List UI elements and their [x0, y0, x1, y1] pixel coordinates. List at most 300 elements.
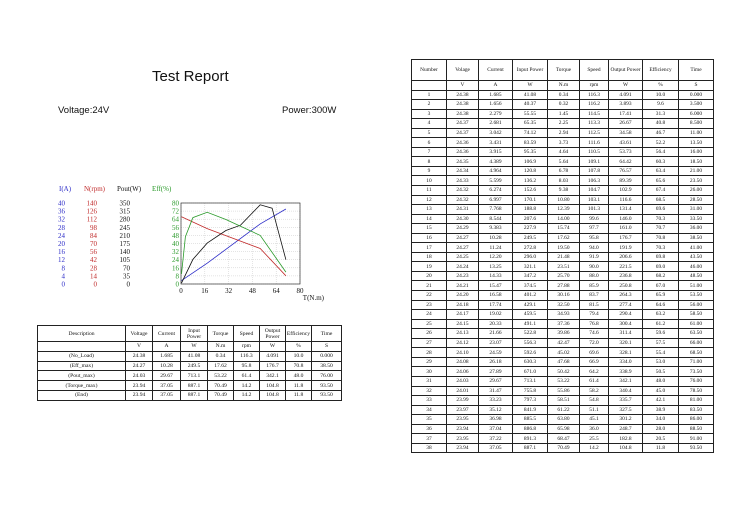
data-cell: 74.6	[580, 329, 609, 339]
data-row	[412, 224, 714, 234]
data-cell: 311.4	[609, 329, 643, 339]
legend-label: N(rpm)	[84, 185, 105, 193]
data-cell: 83.59	[513, 138, 548, 148]
scale-tick-speed: 126	[86, 207, 97, 216]
data-row	[412, 348, 714, 358]
data-cell: 136.2	[513, 176, 548, 186]
data-cell: 248.7	[609, 424, 643, 434]
summary-header-cell: Input Power	[181, 326, 208, 342]
data-row	[412, 205, 714, 215]
summary-unit-cell: N.m	[208, 342, 234, 352]
data-cell: 24.32	[447, 186, 479, 196]
data-cell: 116.6	[609, 195, 643, 205]
data-cell: 301.2	[609, 415, 643, 425]
data-cell: 321.1	[513, 262, 548, 272]
scale-tick-pout: 245	[119, 223, 130, 232]
data-cell: 3.915	[479, 147, 513, 157]
summary-header-cell: Efficiency	[286, 326, 312, 342]
summary-cell: 713.1	[181, 371, 208, 381]
scale-tick-speed: 14	[90, 272, 97, 281]
data-cell: 8.544	[479, 214, 513, 224]
summary-cell: 53.22	[208, 371, 234, 381]
summary-cell: (No_Load)	[38, 351, 126, 361]
data-cell: 33.50	[679, 214, 714, 224]
summary-cell: 29.67	[153, 371, 181, 381]
data-cell: 0.32	[548, 100, 580, 110]
data-cell: 65.98	[548, 424, 580, 434]
data-cell: 81.00	[679, 396, 714, 406]
x-axis-label: T(N.m)	[302, 294, 324, 302]
summary-cell: (End)	[38, 390, 126, 400]
data-cell: 20	[412, 271, 447, 281]
data-cell: 296.0	[513, 252, 548, 262]
data-row	[412, 396, 714, 406]
data-cell: 24.34	[447, 166, 479, 176]
data-cell: 37.05	[479, 443, 513, 453]
data-row	[412, 424, 714, 434]
x-tick-label: 32	[225, 287, 233, 295]
data-cell: 191.9	[609, 243, 643, 253]
summary-header-cell: Torque	[208, 326, 234, 342]
data-cell: 36.00	[679, 224, 714, 234]
data-cell: 21.66	[479, 329, 513, 339]
scale-tick-eff: 56	[172, 223, 179, 232]
data-cell: 264.3	[609, 291, 643, 301]
report-title: Test Report	[152, 68, 229, 85]
summary-cell: 23.94	[126, 390, 153, 400]
data-cell: 93.50	[679, 443, 714, 453]
data-cell: 24.27	[447, 233, 479, 243]
data-cell: 24.12	[447, 338, 479, 348]
data-row	[412, 338, 714, 348]
data-cell: 459.5	[513, 310, 548, 320]
data-cell: 17.62	[548, 233, 580, 243]
scale-tick-eff: 16	[172, 264, 179, 273]
data-cell: 13	[412, 205, 447, 215]
data-cell: 2.279	[479, 109, 513, 119]
data-cell: 25.70	[548, 271, 580, 281]
data-cell: 20.33	[479, 319, 513, 329]
data-cell: 146.0	[609, 214, 643, 224]
data-cell: 24	[412, 310, 447, 320]
summary-cell: 76.00	[312, 371, 342, 381]
data-cell: 69.8	[643, 252, 679, 262]
data-cell: 55.86	[548, 386, 580, 396]
summary-header-row	[38, 326, 342, 342]
data-cell: 24.38	[447, 90, 479, 100]
data-cell: 26.00	[679, 186, 714, 196]
data-cell: 73.50	[679, 367, 714, 377]
data-cell: 24.01	[447, 386, 479, 396]
data-cell: 34	[412, 405, 447, 415]
data-cell: 22	[412, 291, 447, 301]
data-cell: 54.8	[580, 396, 609, 406]
data-cell: 24.06	[447, 367, 479, 377]
summary-cell: 70.49	[208, 390, 234, 400]
data-cell: 9.38	[548, 186, 580, 196]
data-cell: 24.24	[447, 262, 479, 272]
summary-cell: 249.5	[181, 361, 208, 371]
data-cell: 23.94	[447, 443, 479, 453]
data-cell: 25.5	[580, 434, 609, 444]
summary-unit-cell: A	[153, 342, 181, 352]
data-row	[412, 128, 714, 138]
data-cell: 39.86	[548, 329, 580, 339]
data-cell: 630.3	[513, 357, 548, 367]
data-cell: 3.893	[609, 100, 643, 110]
data-row	[412, 195, 714, 205]
data-cell: 24.13	[447, 329, 479, 339]
scale-tick-eff: 40	[172, 240, 179, 248]
data-cell: 277.4	[609, 300, 643, 310]
data-unit-cell: rpm	[580, 81, 609, 91]
data-cell: 1.685	[479, 90, 513, 100]
data-row	[412, 300, 714, 310]
x-tick-label: 48	[248, 287, 256, 295]
data-cell: 104.8	[609, 443, 643, 453]
data-cell: 797.3	[513, 396, 548, 406]
summary-cell: 10.28	[153, 361, 181, 371]
summary-cell: (Torque_max)	[38, 381, 126, 391]
data-cell: 23.95	[447, 434, 479, 444]
data-cell: 12.39	[548, 205, 580, 215]
summary-cell: 14.2	[234, 390, 260, 400]
data-cell: 88.0	[580, 271, 609, 281]
data-header-cell: Speed	[580, 60, 609, 81]
data-cell: 23.99	[447, 396, 479, 406]
data-cell: 90.0	[580, 262, 609, 272]
data-row	[412, 166, 714, 176]
data-cell: 23.51	[548, 262, 580, 272]
data-cell: 21	[412, 281, 447, 291]
scale-tick-eff: 32	[172, 248, 179, 257]
scale-tick-current: 0	[61, 280, 65, 289]
data-row	[412, 310, 714, 320]
data-unit-cell: V	[447, 81, 479, 91]
data-cell: 23.95	[447, 415, 479, 425]
data-cell: 47.68	[548, 357, 580, 367]
summary-cell: 48.0	[286, 371, 312, 381]
data-cell: 70.3	[643, 243, 679, 253]
scale-tick-speed: 70	[90, 240, 97, 248]
summary-cell: 887.1	[181, 390, 208, 400]
data-cell: 41.00	[679, 243, 714, 253]
data-cell: 46.7	[643, 128, 679, 138]
data-cell: 37.36	[548, 319, 580, 329]
data-header-cell: Efficiency	[643, 60, 679, 81]
data-cell: 14.33	[479, 271, 513, 281]
summary-cell: (Eff_max)	[38, 361, 126, 371]
data-cell: 4.964	[479, 166, 513, 176]
summary-unit-cell: S	[312, 342, 342, 352]
scale-tick-current: 40	[58, 199, 65, 208]
data-cell: 37.22	[479, 434, 513, 444]
data-cell: 10.28	[479, 233, 513, 243]
data-cell: 26.67	[609, 119, 643, 129]
data-row	[412, 367, 714, 377]
summary-unit-cell: W	[181, 342, 208, 352]
scale-tick-current: 28	[58, 223, 65, 232]
x-tick-label: 80	[296, 287, 304, 295]
power-label: Power:300W	[282, 105, 337, 116]
data-cell: 35	[412, 415, 447, 425]
data-cell: 374.5	[513, 281, 548, 291]
data-cell: 29	[412, 357, 447, 367]
data-cell: 17.41	[609, 109, 643, 119]
data-row	[412, 319, 714, 329]
data-cell: 27.89	[479, 367, 513, 377]
data-cell: 671.0	[513, 367, 548, 377]
data-row	[412, 271, 714, 281]
data-cell: 24.29	[447, 224, 479, 234]
data-cell: 161.0	[609, 224, 643, 234]
summary-cell: 342.1	[260, 371, 286, 381]
data-cell: 48.0	[643, 376, 679, 386]
data-row	[412, 329, 714, 339]
scale-tick-pout: 140	[119, 248, 130, 257]
data-cell: 11.8	[643, 443, 679, 453]
data-cell: 65.35	[513, 119, 548, 129]
scale-tick-pout: 35	[123, 272, 130, 281]
data-cell: 886.8	[513, 424, 548, 434]
legend-label: I(A)	[59, 185, 72, 193]
scale-tick-current: 32	[58, 215, 65, 224]
scale-tick-speed: 112	[86, 215, 97, 224]
data-cell: 15.74	[548, 224, 580, 234]
data-cell: 97.7	[580, 224, 609, 234]
data-cell: 300.4	[609, 319, 643, 329]
data-cell: 69.6	[643, 205, 679, 215]
test-data-table	[411, 59, 714, 453]
data-cell: 38.50	[679, 233, 714, 243]
scale-tick-speed: 84	[90, 231, 97, 240]
data-cell: 46.00	[679, 262, 714, 272]
summary-cell: 0.34	[208, 351, 234, 361]
data-unit-cell: %	[643, 81, 679, 91]
scale-tick-pout: 105	[119, 256, 130, 265]
data-cell: 3.73	[548, 138, 580, 148]
data-cell: 70.8	[643, 233, 679, 243]
data-cell: 116.2	[580, 100, 609, 110]
data-row	[412, 281, 714, 291]
summary-unit-cell: %	[286, 342, 312, 352]
scale-tick-speed: 28	[90, 264, 97, 273]
data-cell: 55.55	[513, 109, 548, 119]
scale-tick-current: 8	[61, 264, 65, 273]
data-unit-cell: A	[479, 81, 513, 91]
data-cell: 250.8	[609, 281, 643, 291]
summary-cell: 116.3	[234, 351, 260, 361]
data-cell: 4	[412, 119, 447, 129]
data-cell: 14.00	[548, 214, 580, 224]
data-cell: 24.37	[447, 119, 479, 129]
data-cell: 101.3	[580, 205, 609, 215]
data-cell: 713.1	[513, 376, 548, 386]
legend-label: Pout(W)	[117, 185, 142, 193]
data-cell: 14.2	[580, 443, 609, 453]
data-cell: 24.15	[447, 319, 479, 329]
series-line-1	[182, 217, 286, 276]
data-cell: 19	[412, 262, 447, 272]
scale-tick-pout: 175	[119, 240, 130, 248]
scale-tick-eff: 80	[172, 199, 179, 208]
summary-header-cell: Output Power	[260, 326, 286, 342]
summary-unit-cell	[38, 342, 126, 352]
data-cell: 94.0	[580, 243, 609, 253]
data-cell: 53.50	[679, 291, 714, 301]
data-header-cell: Torque	[548, 60, 580, 81]
data-cell: 42.1	[643, 396, 679, 406]
data-cell: 63.50	[679, 329, 714, 339]
data-cell: 10	[412, 176, 447, 186]
data-cell: 206.6	[609, 252, 643, 262]
data-cell: 335.7	[609, 396, 643, 406]
summary-cell: 37.05	[153, 390, 181, 400]
data-cell: 86.00	[679, 415, 714, 425]
summary-cell: 1.685	[153, 351, 181, 361]
data-cell: 61.00	[679, 319, 714, 329]
scale-tick-current: 24	[58, 231, 65, 240]
summary-row	[38, 361, 342, 371]
data-cell: 23.07	[479, 338, 513, 348]
data-cell: 6.000	[679, 109, 714, 119]
data-cell: 25	[412, 319, 447, 329]
data-cell: 40.8	[643, 119, 679, 129]
data-header-cell: Input Power	[513, 60, 548, 81]
data-cell: 328.1	[609, 348, 643, 358]
data-cell: 34.58	[609, 128, 643, 138]
data-cell: 4.091	[609, 90, 643, 100]
data-row	[412, 262, 714, 272]
data-cell: 56.4	[643, 147, 679, 157]
data-unit-cell: W	[513, 81, 548, 91]
data-cell: 24.59	[479, 348, 513, 358]
scale-tick-pout: 350	[119, 199, 130, 208]
data-cell: 7	[412, 147, 447, 157]
summary-row	[38, 371, 342, 381]
data-cell: 24.25	[447, 252, 479, 262]
data-cell: 21.00	[679, 166, 714, 176]
summary-cell: 4.091	[260, 351, 286, 361]
data-cell: 43.50	[679, 252, 714, 262]
data-cell: 15.47	[479, 281, 513, 291]
data-cell: 28.50	[679, 195, 714, 205]
data-cell: 7.768	[479, 205, 513, 215]
data-cell: 65.9	[643, 291, 679, 301]
data-cell: 34.93	[548, 310, 580, 320]
data-cell: 131.4	[609, 205, 643, 215]
data-cell: 61.2	[643, 319, 679, 329]
summary-cell: 24.03	[126, 371, 153, 381]
data-cell: 83.7	[580, 291, 609, 301]
data-unit-cell	[412, 81, 447, 91]
summary-cell: 104.8	[260, 390, 286, 400]
data-row	[412, 214, 714, 224]
data-header-cell: Time	[679, 60, 714, 81]
data-cell: 67.0	[643, 281, 679, 291]
summary-cell: 104.8	[260, 381, 286, 391]
scale-tick-current: 16	[58, 248, 65, 257]
data-cell: 16.00	[679, 147, 714, 157]
data-cell: 36	[412, 424, 447, 434]
data-cell: 76.8	[580, 319, 609, 329]
data-cell: 72.0	[580, 338, 609, 348]
summary-cell: 70.8	[286, 361, 312, 371]
data-cell: 9.383	[479, 224, 513, 234]
data-cell: 64.42	[609, 157, 643, 167]
data-cell: 38	[412, 443, 447, 453]
data-cell: 43.61	[609, 138, 643, 148]
data-cell: 221.5	[609, 262, 643, 272]
data-cell: 556.3	[513, 338, 548, 348]
summary-table	[37, 325, 342, 401]
data-cell: 58.50	[679, 310, 714, 320]
data-cell: 31	[412, 376, 447, 386]
data-cell: 106.3	[580, 176, 609, 186]
data-cell: 76.57	[609, 166, 643, 176]
data-cell: 70.49	[548, 443, 580, 453]
data-cell: 290.4	[609, 310, 643, 320]
data-cell: 53.22	[548, 376, 580, 386]
data-cell: 236.8	[609, 271, 643, 281]
data-cell: 68.50	[679, 348, 714, 358]
data-row	[412, 147, 714, 157]
data-cell: 12.20	[479, 252, 513, 262]
data-cell: 522.8	[513, 329, 548, 339]
data-row	[412, 109, 714, 119]
data-cell: 272.8	[513, 243, 548, 253]
scale-tick-pout: 0	[126, 280, 130, 289]
data-cell: 24.33	[447, 176, 479, 186]
data-cell: 50.42	[548, 367, 580, 377]
data-cell: 10.80	[548, 195, 580, 205]
data-cell: 31.47	[479, 386, 513, 396]
data-cell: 152.6	[513, 186, 548, 196]
scale-tick-pout: 210	[119, 231, 130, 240]
data-cell: 42.47	[548, 338, 580, 348]
data-cell: 59.6	[643, 329, 679, 339]
data-cell: 13.25	[479, 262, 513, 272]
data-cell: 36.0	[580, 424, 609, 434]
data-cell: 24.36	[447, 147, 479, 157]
data-cell: 32.50	[548, 300, 580, 310]
data-cell: 23.94	[447, 424, 479, 434]
data-cell: 2.681	[479, 119, 513, 129]
summary-unit-cell: V	[126, 342, 153, 352]
data-cell: 78.50	[679, 386, 714, 396]
data-cell: 23.50	[679, 176, 714, 186]
data-cell: 11.24	[479, 243, 513, 253]
data-cell: 885.5	[513, 415, 548, 425]
data-unit-cell: W	[609, 81, 643, 91]
scale-tick-current: 12	[58, 256, 65, 265]
data-cell: 755.8	[513, 386, 548, 396]
data-cell: 340.4	[609, 386, 643, 396]
data-cell: 227.9	[513, 224, 548, 234]
data-row	[412, 415, 714, 425]
data-cell: 110.5	[580, 147, 609, 157]
data-row	[412, 90, 714, 100]
data-cell: 3	[412, 109, 447, 119]
data-cell: 69.6	[580, 348, 609, 358]
data-row	[412, 233, 714, 243]
data-cell: 40.37	[513, 100, 548, 110]
data-cell: 2	[412, 100, 447, 110]
summary-cell: 14.2	[234, 381, 260, 391]
data-cell: 32	[412, 386, 447, 396]
data-cell: 2.25	[548, 119, 580, 129]
data-cell: 6	[412, 138, 447, 148]
